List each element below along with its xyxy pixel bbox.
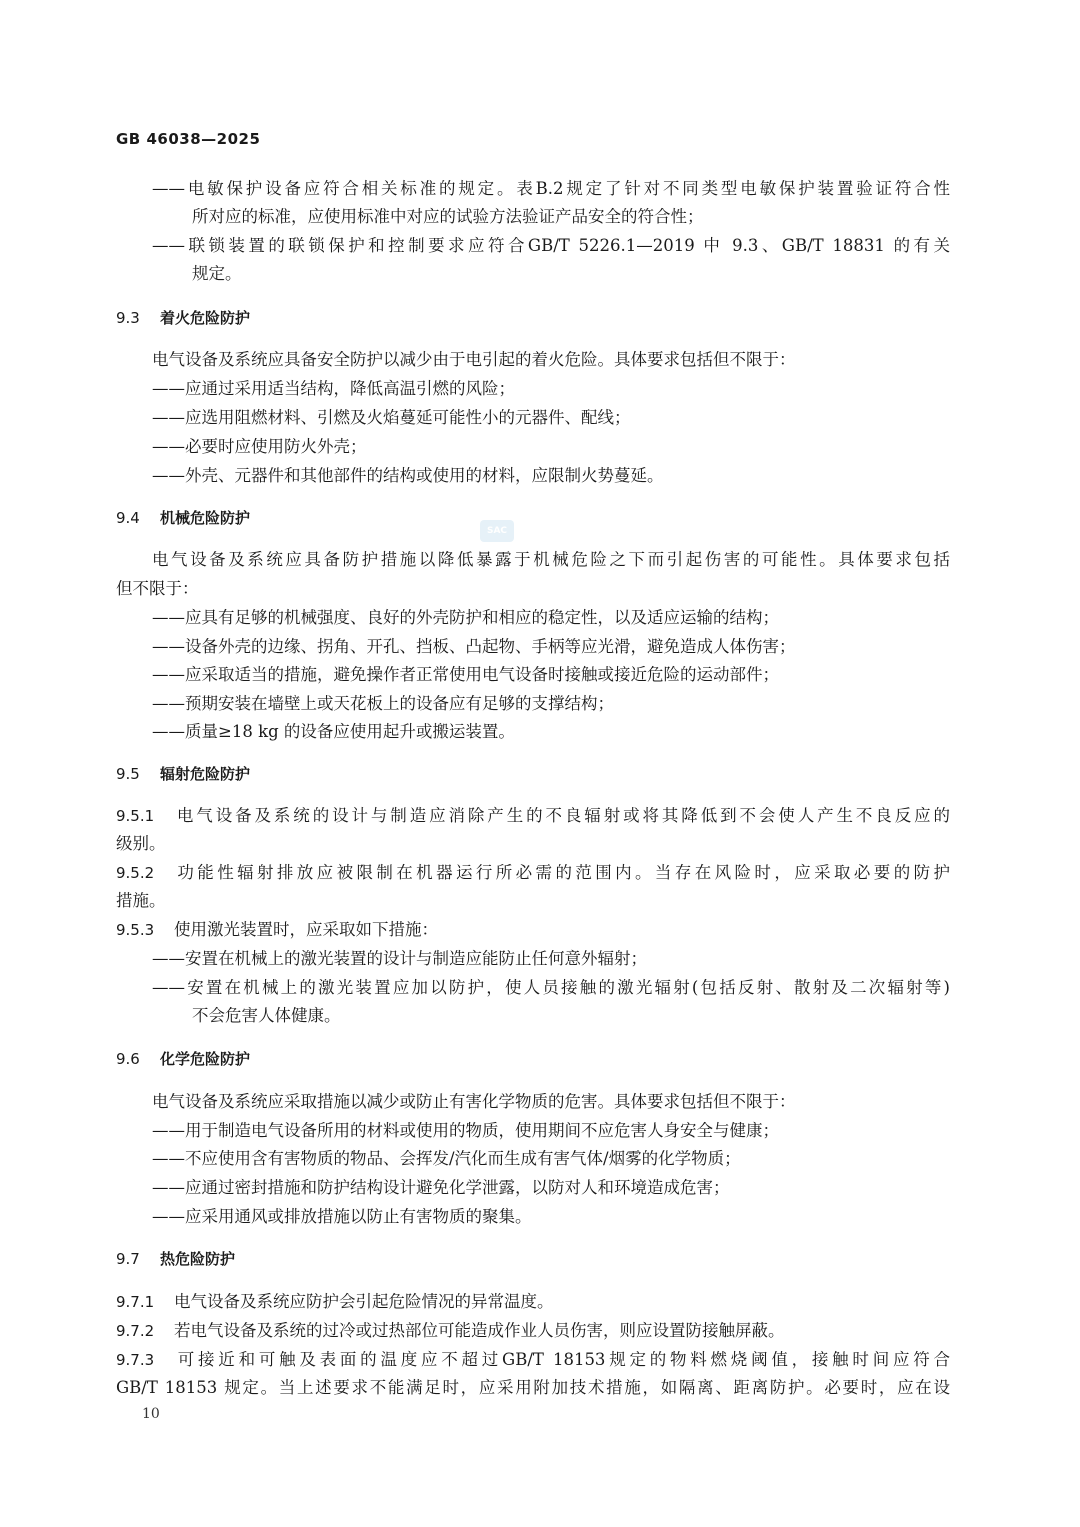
section-number: 9.4 xyxy=(116,509,140,527)
list-item: ——用于制造电气设备所用的材料或使用的物质，使用期间不应危害人身安全与健康； xyxy=(152,1121,779,1140)
sac-watermark-logo: SAC xyxy=(480,520,514,542)
standard-code-header: GB 46038—2025 xyxy=(116,130,261,148)
section-title: 化学危险防护 xyxy=(160,1050,251,1068)
clause-9-5-3 xyxy=(116,916,950,944)
clause-text: 电气设备及系统的设计与制造应消除产生的不良辐射或将其降低到不会使人产生不良反应的 xyxy=(174,806,950,825)
section-number: 9.5 xyxy=(116,765,140,783)
list-item: ——应采用通风或排放措施以防止有害物质的聚集。 xyxy=(152,1207,532,1226)
section-heading-9-6 xyxy=(116,1045,250,1073)
clause-9-7-3 xyxy=(116,1346,950,1374)
clause-9-7-2 xyxy=(116,1317,950,1345)
list-item: ——电敏保护设备应符合相关标准的规定。表B.2规定了针对不同类型电敏保护装置验证符合性 xyxy=(152,179,950,198)
list-item-continuation: 不会危害人体健康。 xyxy=(192,1006,341,1025)
paragraph: 电气设备及系统应采取措施以减少或防止有害化学物质的危害。具体要求包括但不限于： xyxy=(152,1092,796,1111)
clause-9-7-1 xyxy=(116,1288,950,1316)
paragraph-continuation: 但不限于： xyxy=(116,579,199,598)
section-heading-9-4 xyxy=(116,504,250,532)
list-item: ——应具有足够的机械强度、良好的外壳防护和相应的稳定性，以及适应运输的结构； xyxy=(152,608,779,627)
clause-text: 可接近和可触及表面的温度应不超过GB/T 18153规定的物料燃烧阈值，接触时间应符合 xyxy=(174,1350,950,1369)
clause-9-5-1 xyxy=(116,802,950,830)
section-title: 热危险防护 xyxy=(160,1250,236,1268)
clause-9-5-2 xyxy=(116,859,950,887)
list-item: ——安置在机械上的激光装置的设计与制造应能防止任何意外辐射； xyxy=(152,949,647,968)
section-title: 机械危险防护 xyxy=(160,509,251,527)
list-item: ——不应使用含有害物质的物品、会挥发/汽化而生成有害气体/烟雾的化学物质； xyxy=(152,1149,741,1168)
clause-number: 9.5.3 xyxy=(116,921,155,939)
list-item: ——安置在机械上的激光装置应加以防护，使人员接触的激光辐射(包括反射、散射及二次辐射等) xyxy=(152,978,950,997)
clause-continuation: GB/T 18153 规定。当上述要求不能满足时，应采用附加技术措施，如隔离、距离防护。必要时，应在设 xyxy=(116,1378,950,1397)
list-item: ——外壳、元器件和其他部件的结构或使用的材料，应限制火势蔓延。 xyxy=(152,466,664,485)
clause-text: 电气设备及系统应防护会引起危险情况的异常温度。 xyxy=(174,1292,554,1311)
clause-number: 9.7.2 xyxy=(116,1322,155,1340)
list-item: ——应采取适当的措施，避免操作者正常使用电气设备时接触或接近危险的运动部件； xyxy=(152,665,779,684)
list-item: ——应通过采用适当结构，降低高温引燃的风险； xyxy=(152,379,515,398)
section-title: 着火危险防护 xyxy=(160,309,251,327)
list-item-continuation: 所对应的标准，应使用标准中对应的试验方法验证产品安全的符合性； xyxy=(192,207,704,226)
paragraph: 电气设备及系统应具备安全防护以减少由于电引起的着火危险。具体要求包括但不限于： xyxy=(152,350,796,369)
clause-continuation: 措施。 xyxy=(116,891,166,910)
section-number: 9.3 xyxy=(116,309,140,327)
paragraph: 电气设备及系统应具备防护措施以降低暴露于机械危险之下而引起伤害的可能性。具体要求包括 xyxy=(152,550,950,569)
clause-text: 使用激光装置时，应采取如下措施： xyxy=(174,920,438,939)
section-number: 9.6 xyxy=(116,1050,140,1068)
clause-text: 若电气设备及系统的过冷或过热部位可能造成作业人员伤害，则应设置防接触屏蔽。 xyxy=(174,1321,785,1340)
list-item: ——应通过密封措施和防护结构设计避免化学泄露，以防对人和环境造成危害； xyxy=(152,1178,730,1197)
list-item: ——预期安装在墙壁上或天花板上的设备应有足够的支撑结构； xyxy=(152,694,614,713)
section-heading-9-5 xyxy=(116,760,250,788)
section-heading-9-7 xyxy=(116,1245,235,1273)
list-item: ——应选用阻燃材料、引燃及火焰蔓延可能性小的元器件、配线； xyxy=(152,408,631,427)
clause-number: 9.5.1 xyxy=(116,807,155,825)
page-number: 10 xyxy=(142,1406,160,1422)
section-heading-9-3 xyxy=(116,304,250,332)
list-item: ——必要时应使用防火外壳； xyxy=(152,437,367,456)
section-number: 9.7 xyxy=(116,1250,140,1268)
clause-number: 9.7.1 xyxy=(116,1293,155,1311)
list-item: ——质量≥18 kg 的设备应使用起升或搬运装置。 xyxy=(152,722,515,741)
clause-number: 9.5.2 xyxy=(116,864,155,882)
clause-text: 功能性辐射排放应被限制在机器运行所必需的范围内。当存在风险时，应采取必要的防护 xyxy=(174,863,950,882)
list-item-continuation: 规定。 xyxy=(192,264,242,283)
section-title: 辐射危险防护 xyxy=(160,765,251,783)
list-item: ——设备外壳的边缘、拐角、开孔、挡板、凸起物、手柄等应光滑，避免造成人体伤害； xyxy=(152,637,796,656)
list-item: ——联锁装置的联锁保护和控制要求应符合GB/T 5226.1—2019 中 9.3、GB/T 18831 的有关 xyxy=(152,236,950,255)
clause-number: 9.7.3 xyxy=(116,1351,155,1369)
clause-continuation: 级别。 xyxy=(116,834,166,853)
